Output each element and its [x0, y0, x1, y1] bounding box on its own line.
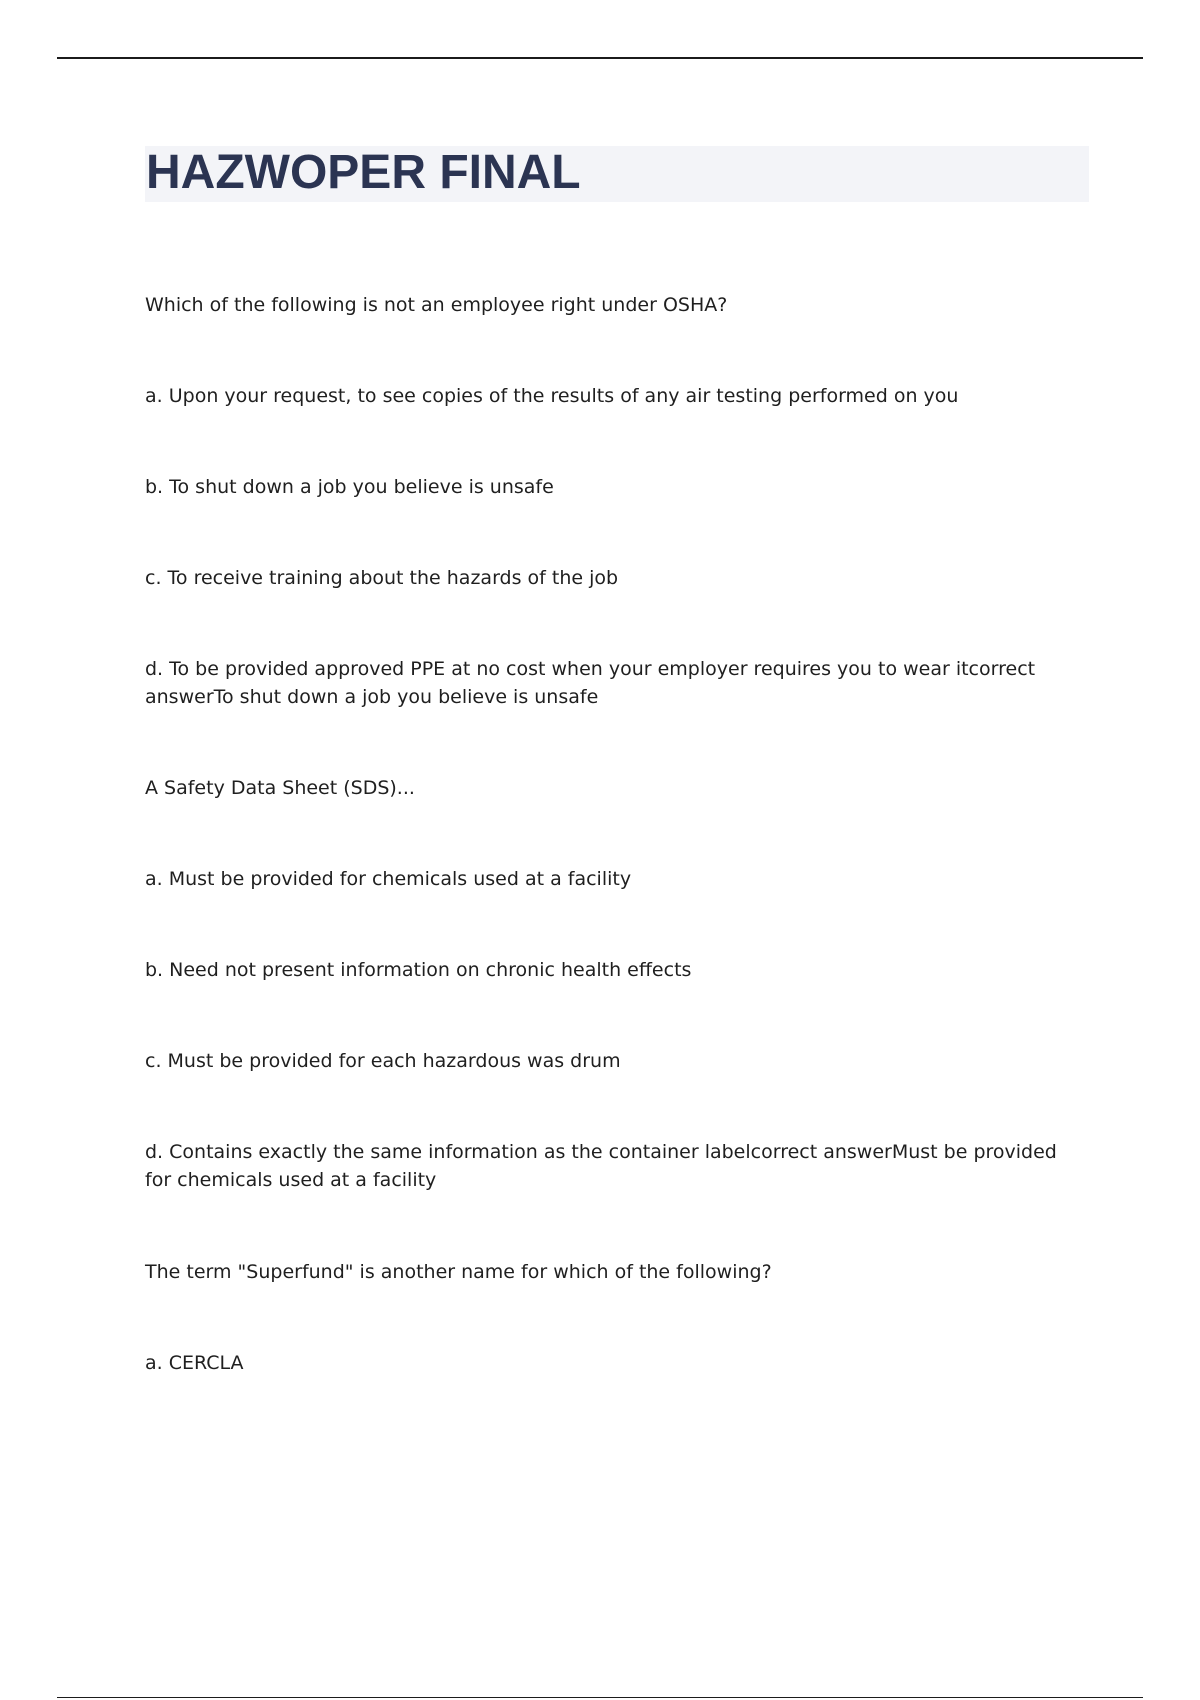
question-1: Which of the following is not an employee right under OSHA?	[145, 294, 728, 316]
top-divider	[57, 57, 1143, 59]
question-1-option-a: a. Upon your request, to see copies of the results of any air testing performed on you	[145, 385, 959, 407]
document-title: HAZWOPER FINAL	[146, 146, 581, 199]
question-1-option-b: b. To shut down a job you believe is unsafe	[145, 476, 554, 498]
question-3-option-a: a. CERCLA	[145, 1352, 244, 1374]
question-2-option-c: c. Must be provided for each hazardous was drum	[145, 1050, 621, 1072]
question-2: A Safety Data Sheet (SDS)...	[145, 777, 415, 799]
question-3: The term "Superfund" is another name for which of the following?	[145, 1261, 772, 1283]
question-1-option-c: c. To receive training about the hazards of the job	[145, 567, 619, 589]
question-1-option-d-answer: d. To be provided approved PPE at no cost when your employer requires you to wear itcorrect answerTo shut down a job you believe is unsafe	[145, 658, 1036, 708]
bottom-divider	[57, 1697, 1143, 1698]
question-2-option-b: b. Need not present information on chronic health effects	[145, 959, 692, 981]
question-2-option-d-answer: d. Contains exactly the same information as the container labelcorrect answerMust be provided for chemicals used at a facility	[145, 1141, 1057, 1191]
question-2-option-a: a. Must be provided for chemicals used at a facility	[145, 868, 632, 890]
